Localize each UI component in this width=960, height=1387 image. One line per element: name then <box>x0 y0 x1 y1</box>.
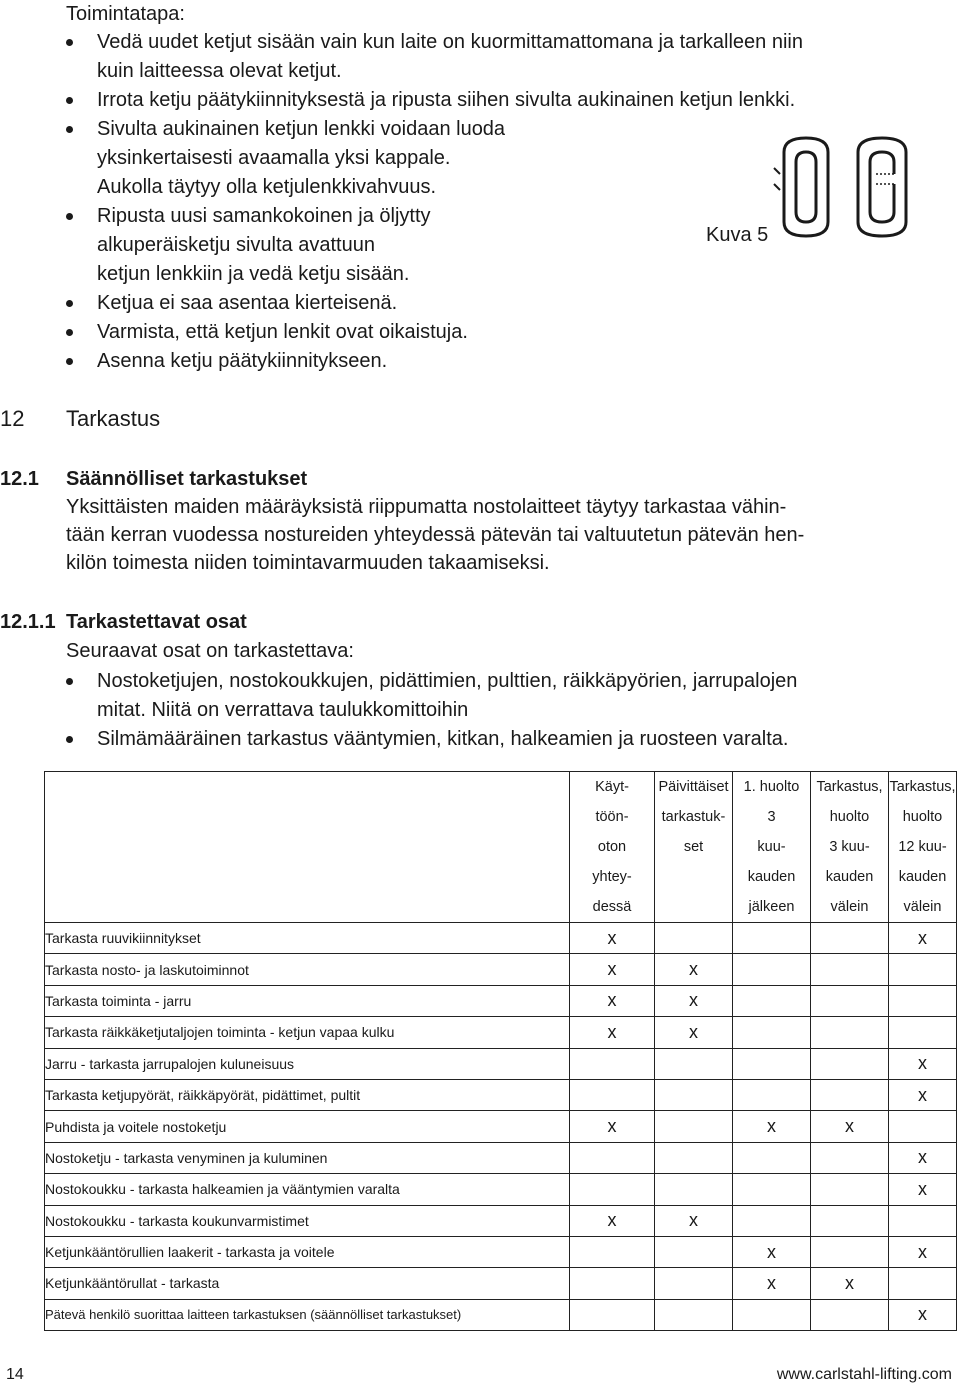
mark-cell <box>655 1174 733 1205</box>
column-header-line: huolto <box>829 809 870 825</box>
table-column-header <box>570 772 655 923</box>
column-header-line: välein <box>903 899 942 915</box>
mark-cell: x <box>811 1111 889 1142</box>
mark-cell <box>733 1299 811 1330</box>
table-column-header <box>655 772 733 923</box>
table-row <box>45 985 957 1016</box>
bullet-icon <box>66 300 73 307</box>
subsubsection-title: Tarkastettavat osat <box>66 611 247 633</box>
mark-cell: x <box>889 1142 957 1173</box>
mark-cell <box>570 1079 655 1110</box>
task-cell: Tarkasta räikkäketjutaljojen toiminta - ketjun vapaa kulku <box>45 1017 570 1048</box>
mark-cell <box>570 1299 655 1330</box>
column-header-line: Päivittäiset <box>658 779 729 795</box>
mark-cell <box>655 1111 733 1142</box>
mark-cell <box>811 1205 889 1236</box>
column-header-line: oton <box>597 839 627 855</box>
intro-heading: Toimintatapa: <box>66 3 185 25</box>
task-cell: Nostoketju - tarkasta venyminen ja kuluminen <box>45 1142 570 1173</box>
bullet-icon <box>66 678 73 685</box>
table-row <box>45 1299 957 1330</box>
mark-cell: x <box>655 1205 733 1236</box>
column-header-line: huolto <box>902 809 943 825</box>
column-header-line: kauden <box>898 869 947 885</box>
parts-bullet-line: mitat. Niitä on verrattava taulukkomittoihin <box>97 699 469 721</box>
chain-link-figure <box>772 134 932 242</box>
mark-cell <box>811 1299 889 1330</box>
mark-cell <box>733 954 811 985</box>
intro-bullet-line: yksinkertaisesti avaamalla yksi kappale. <box>97 147 451 169</box>
task-cell: Nostokoukku - tarkasta koukunvarmistimet <box>45 1205 570 1236</box>
table-row <box>45 923 957 954</box>
column-header-line: kauden <box>747 869 796 885</box>
column-header-line: välein <box>830 899 869 915</box>
column-header-line: tarkastuk- <box>661 809 726 825</box>
mark-cell <box>570 1268 655 1299</box>
mark-cell: x <box>733 1236 811 1267</box>
column-header-line: kauden <box>825 869 874 885</box>
mark-cell: x <box>889 1079 957 1110</box>
mark-cell <box>570 1236 655 1267</box>
column-header-line: kuu- <box>757 839 786 855</box>
mark-cell <box>733 923 811 954</box>
mark-cell <box>733 1205 811 1236</box>
mark-cell <box>570 1048 655 1079</box>
mark-cell: x <box>889 1174 957 1205</box>
intro-bullet-line: ketjun lenkkiin ja vedä ketju sisään. <box>97 263 410 285</box>
mark-cell: x <box>570 954 655 985</box>
intro-bullet-line: Aukolla täytyy olla ketjulenkkivahvuus. <box>97 176 437 198</box>
mark-cell <box>889 1111 957 1142</box>
column-header-line: jälkeen <box>748 899 795 915</box>
section-title: Tarkastus <box>66 406 161 431</box>
mark-cell: x <box>655 985 733 1016</box>
mark-cell: x <box>570 985 655 1016</box>
bullet-icon <box>66 329 73 336</box>
task-cell: Tarkasta nosto- ja laskutoiminnot <box>45 954 570 985</box>
column-header-line: 3 <box>767 809 776 825</box>
mark-cell <box>733 1017 811 1048</box>
table-header-row <box>45 772 957 923</box>
mark-cell <box>655 1236 733 1267</box>
intro-bullet-line: Asenna ketju päätykiinnitykseen. <box>97 350 388 372</box>
task-cell: Ketjunkääntörullat - tarkasta <box>45 1268 570 1299</box>
mark-cell: x <box>570 1017 655 1048</box>
subsection-title: Säännölliset tarkastukset <box>66 468 308 490</box>
mark-cell <box>570 1142 655 1173</box>
mark-cell <box>655 1079 733 1110</box>
inspection-table <box>44 771 957 1331</box>
table-row <box>45 1017 957 1048</box>
mark-cell <box>733 985 811 1016</box>
column-header-line: Tarkastus, <box>816 779 883 795</box>
bullet-icon <box>66 736 73 743</box>
mark-cell <box>655 923 733 954</box>
table-row <box>45 1048 957 1079</box>
column-header-line: set <box>683 839 704 855</box>
bullet-icon <box>66 39 73 46</box>
mark-cell <box>889 985 957 1016</box>
task-cell: Tarkasta ruuvikiinnitykset <box>45 923 570 954</box>
column-header-line: Tarkastus, <box>889 779 956 795</box>
mark-cell <box>570 1174 655 1205</box>
bullet-icon <box>66 126 73 133</box>
mark-cell <box>655 1048 733 1079</box>
mark-cell <box>811 954 889 985</box>
task-cell: Puhdista ja voitele nostoketju <box>45 1111 570 1142</box>
bullet-icon <box>66 358 73 365</box>
column-header-line: töön- <box>595 809 629 825</box>
table-row <box>45 1079 957 1110</box>
paragraph-line: Yksittäisten maiden määräyksistä riippumatta nostolaitteet täytyy tarkastaa vähin- <box>66 496 787 518</box>
mark-cell: x <box>733 1111 811 1142</box>
mark-cell <box>811 923 889 954</box>
parts-bullet-line: Nostoketjujen, nostokoukkujen, pidättimien, pulttien, räikkäpyörien, jarrupalojen <box>97 670 798 692</box>
mark-cell: x <box>889 1236 957 1267</box>
mark-cell <box>733 1174 811 1205</box>
mark-cell <box>889 1205 957 1236</box>
mark-cell: x <box>570 1205 655 1236</box>
column-header-line: Käyt- <box>595 779 629 795</box>
intro-bullet-line: Irrota ketju päätykiinnityksestä ja ripusta siihen sivulta aukinainen ketjun lenkki. <box>97 89 796 111</box>
mark-cell <box>733 1079 811 1110</box>
mark-cell <box>655 1299 733 1330</box>
website-url: www.carlstahl-lifting.com <box>776 1366 952 1383</box>
mark-cell: x <box>655 954 733 985</box>
task-cell: Nostokoukku - tarkasta halkeamien ja vääntymien varalta <box>45 1174 570 1205</box>
intro-bullet-line: kuin laitteessa olevat ketjut. <box>97 60 342 82</box>
paragraph-line: kilön toimesta niiden toimintavarmuuden takaamiseksi. <box>66 552 550 574</box>
mark-cell <box>811 1017 889 1048</box>
mark-cell <box>811 1079 889 1110</box>
mark-cell <box>811 1236 889 1267</box>
intro-bullet-line: alkuperäisketju sivulta avattuun <box>97 234 375 256</box>
section-number: 12 <box>0 406 25 431</box>
mark-cell <box>811 1142 889 1173</box>
column-header-line: dessä <box>592 899 632 915</box>
bullet-icon <box>66 97 73 104</box>
task-cell: Tarkasta ketjupyörät, räikkäpyörät, pidättimet, pultit <box>45 1079 570 1110</box>
page-number: 14 <box>6 1366 24 1383</box>
mark-cell <box>655 1268 733 1299</box>
table-row <box>45 1205 957 1236</box>
subsubsection-number: 12.1.1 <box>0 611 56 633</box>
mark-cell: x <box>570 1111 655 1142</box>
intro-bullet-line: Ripusta uusi samankokoinen ja öljytty <box>97 205 431 227</box>
task-cell: Ketjunkääntörullien laakerit - tarkasta ja voitele <box>45 1236 570 1267</box>
mark-cell: x <box>655 1017 733 1048</box>
mark-cell <box>889 954 957 985</box>
mark-cell <box>811 1048 889 1079</box>
column-header-line: 12 kuu- <box>898 839 947 855</box>
column-header-line: yhtey- <box>592 869 632 885</box>
table-row <box>45 1111 957 1142</box>
table-column-header <box>733 772 811 923</box>
intro-bullet-line: Vedä uudet ketjut sisään vain kun laite on kuormittamattomana ja tarkalleen niin <box>97 31 803 53</box>
mark-cell <box>733 1048 811 1079</box>
table-header-empty <box>45 772 570 923</box>
column-header-line: 3 kuu- <box>829 839 870 855</box>
intro-bullet-line: Ketjua ei saa asentaa kierteisenä. <box>97 292 398 314</box>
paragraph-line: tään kerran vuodessa nostureiden yhteydessä pätevän tai valtuutetun pätevän hen- <box>66 524 805 546</box>
mark-cell <box>889 1017 957 1048</box>
mark-cell <box>733 1142 811 1173</box>
task-cell: Jarru - tarkasta jarrupalojen kuluneisuus <box>45 1048 570 1079</box>
table-column-header <box>811 772 889 923</box>
intro-bullet-line: Varmista, että ketjun lenkit ovat oikaistuja. <box>97 321 468 343</box>
mark-cell <box>889 1268 957 1299</box>
mark-cell: x <box>889 1048 957 1079</box>
task-cell: Tarkasta toiminta - jarru <box>45 985 570 1016</box>
mark-cell <box>811 1174 889 1205</box>
mark-cell: x <box>733 1268 811 1299</box>
column-header-line: 1. huolto <box>743 779 800 795</box>
subsubsection-lead: Seuraavat osat on tarkastettava: <box>66 640 354 662</box>
table-row <box>45 1268 957 1299</box>
subsection-number: 12.1 <box>0 468 39 490</box>
table-row <box>45 1174 957 1205</box>
table-row <box>45 1142 957 1173</box>
figure-caption: Kuva 5 <box>706 224 769 246</box>
table-column-header <box>889 772 957 923</box>
task-cell: Pätevä henkilö suorittaa laitteen tarkastuksen (säännölliset tarkastukset) <box>45 1299 570 1330</box>
mark-cell <box>655 1142 733 1173</box>
table-row <box>45 1236 957 1267</box>
intro-bullet-line: Sivulta aukinainen ketjun lenkki voidaan luoda <box>97 118 506 140</box>
table-row <box>45 954 957 985</box>
mark-cell: x <box>889 923 957 954</box>
bullet-icon <box>66 213 73 220</box>
mark-cell <box>811 985 889 1016</box>
subsection-paragraph <box>66 493 956 577</box>
parts-bullet-line: Silmämääräinen tarkastus vääntymien, kitkan, halkeamien ja ruosteen varalta. <box>97 728 789 750</box>
mark-cell: x <box>570 923 655 954</box>
mark-cell: x <box>811 1268 889 1299</box>
mark-cell: x <box>889 1299 957 1330</box>
